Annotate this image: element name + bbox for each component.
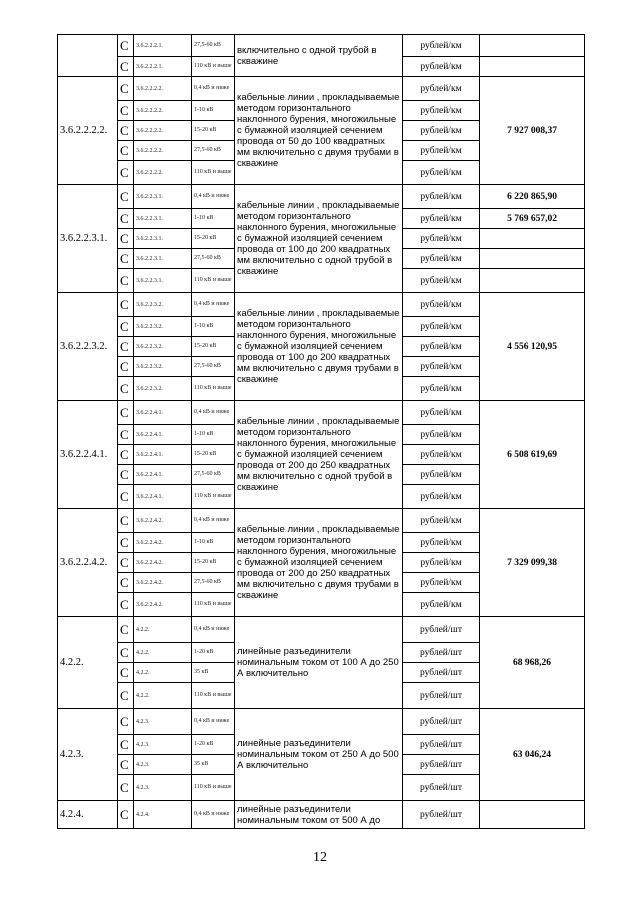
voltage-class: 15-20 кВ xyxy=(192,553,235,573)
category-letter: С xyxy=(118,35,134,57)
item-code: 3.6.2.2.3.1. xyxy=(58,185,118,293)
voltage-class: 0,4 кВ и ниже xyxy=(192,709,235,735)
category-letter: С xyxy=(118,755,134,775)
unit-cell: рублей/шт xyxy=(403,775,480,801)
category-letter: С xyxy=(118,209,134,229)
sub-code: 4.2.2. xyxy=(134,643,192,663)
price-cell: 6 508 619,69 xyxy=(480,401,585,509)
voltage-class: 15-20 кВ xyxy=(192,229,235,249)
unit-cell: рублей/шт xyxy=(403,617,480,643)
sub-code: 3.6.2.2.2.2. xyxy=(134,77,192,101)
voltage-class: 1-10 кВ xyxy=(192,317,235,337)
voltage-class: 27,5-60 кВ xyxy=(192,141,235,161)
sub-code: 3.6.2.2.2.2. xyxy=(134,101,192,121)
category-letter: С xyxy=(118,509,134,533)
sub-code: 3.6.2.2.3.2. xyxy=(134,357,192,377)
category-letter: С xyxy=(118,533,134,553)
voltage-class: 27,5-60 кВ xyxy=(192,465,235,485)
price-cell xyxy=(480,35,585,57)
sub-code: 4.2.3. xyxy=(134,709,192,735)
category-letter: С xyxy=(118,465,134,485)
category-letter: С xyxy=(118,293,134,317)
unit-cell: рублей/км xyxy=(403,317,480,337)
sub-code: 3.6.2.2.4.1. xyxy=(134,401,192,425)
voltage-class: 15-20 кВ xyxy=(192,337,235,357)
sub-code: 3.6.2.2.4.2. xyxy=(134,509,192,533)
unit-cell: рублей/км xyxy=(403,465,480,485)
unit-cell: рублей/км xyxy=(403,425,480,445)
unit-cell: рублей/шт xyxy=(403,643,480,663)
unit-cell: рублей/шт xyxy=(403,735,480,755)
voltage-class: 110 кВ и выше xyxy=(192,57,235,77)
category-letter: С xyxy=(118,57,134,77)
voltage-class: 110 кВ и выше xyxy=(192,593,235,617)
voltage-class: 1-10 кВ xyxy=(192,209,235,229)
category-letter: С xyxy=(118,317,134,337)
voltage-class: 15-20 кВ xyxy=(192,445,235,465)
unit-cell: рублей/км xyxy=(403,161,480,185)
unit-cell: рублей/км xyxy=(403,509,480,533)
item-code: 3.6.2.2.3.2. xyxy=(58,293,118,401)
category-letter: С xyxy=(118,357,134,377)
category-letter: С xyxy=(118,709,134,735)
sub-code: 4.2.2. xyxy=(134,683,192,709)
item-code: 4.2.2. xyxy=(58,617,118,709)
table-row xyxy=(58,709,585,735)
item-code: 4.2.4. xyxy=(58,801,118,829)
category-letter: С xyxy=(118,337,134,357)
sub-code: 3.6.2.2.4.1. xyxy=(134,445,192,465)
unit-cell: рублей/км xyxy=(403,57,480,77)
table-row xyxy=(58,77,585,101)
item-description: включительно с одной трубой в скважине xyxy=(235,35,403,77)
category-letter: С xyxy=(118,101,134,121)
voltage-class: 27,5-60 кВ xyxy=(192,573,235,593)
category-letter: С xyxy=(118,683,134,709)
voltage-class: 0,4 кВ и ниже xyxy=(192,801,235,829)
unit-cell: рублей/шт xyxy=(403,801,480,829)
item-description: линейные разъединители номинальным током от 500 А до xyxy=(235,801,403,829)
category-letter: С xyxy=(118,77,134,101)
category-letter: С xyxy=(118,735,134,755)
sub-code: 4.2.2. xyxy=(134,663,192,683)
unit-cell: рублей/км xyxy=(403,377,480,401)
category-letter: С xyxy=(118,445,134,465)
sub-code: 3.6.2.2.2.2. xyxy=(134,141,192,161)
table-row xyxy=(58,185,585,209)
category-letter: С xyxy=(118,141,134,161)
item-description: кабельные линии , прокладываемые методом горизонтального наклонного бурения, многожильные с бумажной изоляцией сечением провода от 50 до 100 квадратных мм включительно с двумя трубами в скважине xyxy=(235,77,403,185)
sub-code: 3.6.2.2.4.1. xyxy=(134,425,192,445)
category-letter: С xyxy=(118,401,134,425)
category-letter: С xyxy=(118,377,134,401)
table-row xyxy=(58,401,585,425)
price-cell xyxy=(480,801,585,829)
unit-cell: рублей/км xyxy=(403,445,480,465)
price-cell: 63 046,24 xyxy=(480,709,585,801)
voltage-class: 110 кВ и выше xyxy=(192,485,235,509)
price-cell: 7 329 099,38 xyxy=(480,509,585,617)
unit-cell: рублей/км xyxy=(403,357,480,377)
sub-code: 3.6.2.2.2.1. xyxy=(134,57,192,77)
unit-cell: рублей/км xyxy=(403,485,480,509)
sub-code: 3.6.2.2.3.1. xyxy=(134,229,192,249)
item-code: 3.6.2.2.2.2. xyxy=(58,77,118,185)
voltage-class: 27,5-60 кВ xyxy=(192,357,235,377)
unit-cell: рублей/км xyxy=(403,35,480,57)
item-description: кабельные линии , прокладываемые методом горизонтального наклонного бурения, многожильные с бумажной изоляцией сечением провода от 200 до 250 квадратных мм включительно с двумя трубами в скважине xyxy=(235,509,403,617)
voltage-class: 110 кВ и выше xyxy=(192,377,235,401)
price-cell xyxy=(480,57,585,77)
table-row xyxy=(58,293,585,317)
sub-code: 3.6.2.2.3.1. xyxy=(134,209,192,229)
unit-cell: рублей/км xyxy=(403,593,480,617)
category-letter: С xyxy=(118,269,134,293)
sub-code: 3.6.2.2.4.2. xyxy=(134,553,192,573)
item-description: кабельные линии , прокладываемые методом горизонтального наклонного бурения, многожильные с бумажной изоляцией сечением провода от 200 до 250 квадратных мм включительно с одной трубой в скважине xyxy=(235,401,403,509)
voltage-class: 0,4 кВ и ниже xyxy=(192,185,235,209)
sub-code: 3.6.2.2.3.2. xyxy=(134,293,192,317)
category-letter: С xyxy=(118,643,134,663)
item-description: кабельные линии , прокладываемые методом горизонтального наклонного бурения, многожильные с бумажной изоляцией сечением провода от 100 до 200 квадратных мм включительно с двумя трубами в скважине xyxy=(235,293,403,401)
category-letter: С xyxy=(118,485,134,509)
unit-cell: рублей/км xyxy=(403,77,480,101)
voltage-class: 1-10 кВ xyxy=(192,533,235,553)
item-code: 3.6.2.2.4.2. xyxy=(58,509,118,617)
voltage-class: 0,4 кВ и ниже xyxy=(192,77,235,101)
voltage-class: 0,4 кВ и ниже xyxy=(192,509,235,533)
price-cell: 5 769 657,02 xyxy=(480,209,585,229)
sub-code: 4.2.2. xyxy=(134,617,192,643)
sub-code: 3.6.2.2.2.1. xyxy=(134,35,192,57)
sub-code: 4.2.3. xyxy=(134,775,192,801)
category-letter: С xyxy=(118,229,134,249)
price-cell xyxy=(480,229,585,249)
voltage-class: 15-20 кВ xyxy=(192,121,235,141)
unit-cell: рублей/км xyxy=(403,337,480,357)
category-letter: С xyxy=(118,553,134,573)
category-letter: С xyxy=(118,663,134,683)
voltage-class: 110 кВ и выше xyxy=(192,161,235,185)
unit-cell: рублей/шт xyxy=(403,755,480,775)
category-letter: С xyxy=(118,593,134,617)
sub-code: 3.6.2.2.2.2. xyxy=(134,161,192,185)
unit-cell: рублей/км xyxy=(403,141,480,161)
unit-cell: рублей/км xyxy=(403,185,480,209)
voltage-class: 110 кВ и выше xyxy=(192,269,235,293)
sub-code: 3.6.2.2.3.1. xyxy=(134,185,192,209)
item-description: кабельные линии , прокладываемые методом горизонтального наклонного бурения, многожильные с бумажной изоляцией сечением провода от 100 до 200 квадратных мм включительно с одной трубой в скважине xyxy=(235,185,403,293)
sub-code: 4.2.3. xyxy=(134,755,192,775)
sub-code: 3.6.2.2.3.1. xyxy=(134,249,192,269)
price-cell: 7 927 008,37 xyxy=(480,77,585,185)
sub-code: 3.6.2.2.3.2. xyxy=(134,317,192,337)
tariff-table xyxy=(57,34,585,829)
unit-cell: рублей/км xyxy=(403,293,480,317)
voltage-class: 0,4 кВ и ниже xyxy=(192,401,235,425)
category-letter: С xyxy=(118,775,134,801)
sub-code: 3.6.2.2.4.2. xyxy=(134,593,192,617)
sub-code: 3.6.2.2.2.2. xyxy=(134,121,192,141)
category-letter: С xyxy=(118,573,134,593)
voltage-class: 1-10 кВ xyxy=(192,425,235,445)
unit-cell: рублей/км xyxy=(403,121,480,141)
category-letter: С xyxy=(118,249,134,269)
unit-cell: рублей/шт xyxy=(403,683,480,709)
voltage-class: 110 кВ и выше xyxy=(192,683,235,709)
unit-cell: рублей/км xyxy=(403,553,480,573)
sub-code: 3.6.2.2.3.2. xyxy=(134,377,192,401)
price-cell: 6 220 865,90 xyxy=(480,185,585,209)
table-row xyxy=(58,617,585,643)
page-number: 12 xyxy=(313,850,327,865)
voltage-class: 0,4 кВ и ниже xyxy=(192,617,235,643)
sub-code: 3.6.2.2.4.2. xyxy=(134,573,192,593)
price-cell: 4 556 120,95 xyxy=(480,293,585,401)
voltage-class: 0,4 кВ и ниже xyxy=(192,293,235,317)
category-letter: С xyxy=(118,801,134,829)
table-row xyxy=(58,509,585,533)
item-description: линейные разъединители номинальным током от 250 А до 500 А включительно xyxy=(235,709,403,801)
unit-cell: рублей/км xyxy=(403,101,480,121)
sub-code: 3.6.2.2.4.1. xyxy=(134,465,192,485)
voltage-class: 35 кВ xyxy=(192,663,235,683)
sub-code: 3.6.2.2.3.1. xyxy=(134,269,192,293)
unit-cell: рублей/км xyxy=(403,573,480,593)
item-code: 3.6.2.2.4.1. xyxy=(58,401,118,509)
item-code: 4.2.3. xyxy=(58,709,118,801)
price-cell xyxy=(480,269,585,293)
unit-cell: рублей/км xyxy=(403,401,480,425)
price-cell: 68 968,26 xyxy=(480,617,585,709)
voltage-class: 1-20 кВ xyxy=(192,643,235,663)
category-letter: С xyxy=(118,425,134,445)
unit-cell: рублей/шт xyxy=(403,709,480,735)
sub-code: 3.6.2.2.4.2. xyxy=(134,533,192,553)
voltage-class: 110 кВ и выше xyxy=(192,775,235,801)
category-letter: С xyxy=(118,185,134,209)
category-letter: С xyxy=(118,161,134,185)
unit-cell: рублей/км xyxy=(403,533,480,553)
sub-code: 4.2.4. xyxy=(134,801,192,829)
unit-cell: рублей/км xyxy=(403,209,480,229)
voltage-class: 1-20 кВ xyxy=(192,735,235,755)
item-code xyxy=(58,35,118,77)
sub-code: 4.2.3. xyxy=(134,735,192,755)
table-row xyxy=(58,35,585,57)
unit-cell: рублей/км xyxy=(403,229,480,249)
unit-cell: рублей/км xyxy=(403,269,480,293)
voltage-class: 35 кВ xyxy=(192,755,235,775)
item-description: линейные разъединители номинальным током от 100 А до 250 А включительно xyxy=(235,617,403,709)
sub-code: 3.6.2.2.3.2. xyxy=(134,337,192,357)
voltage-class: 1-10 кВ xyxy=(192,101,235,121)
category-letter: С xyxy=(118,617,134,643)
table-row xyxy=(58,801,585,829)
voltage-class: 27,5-60 кВ xyxy=(192,249,235,269)
voltage-class: 27,5-60 кВ xyxy=(192,35,235,57)
unit-cell: рублей/шт xyxy=(403,663,480,683)
sub-code: 3.6.2.2.4.1. xyxy=(134,485,192,509)
price-cell xyxy=(480,249,585,269)
category-letter: С xyxy=(118,121,134,141)
unit-cell: рублей/км xyxy=(403,249,480,269)
